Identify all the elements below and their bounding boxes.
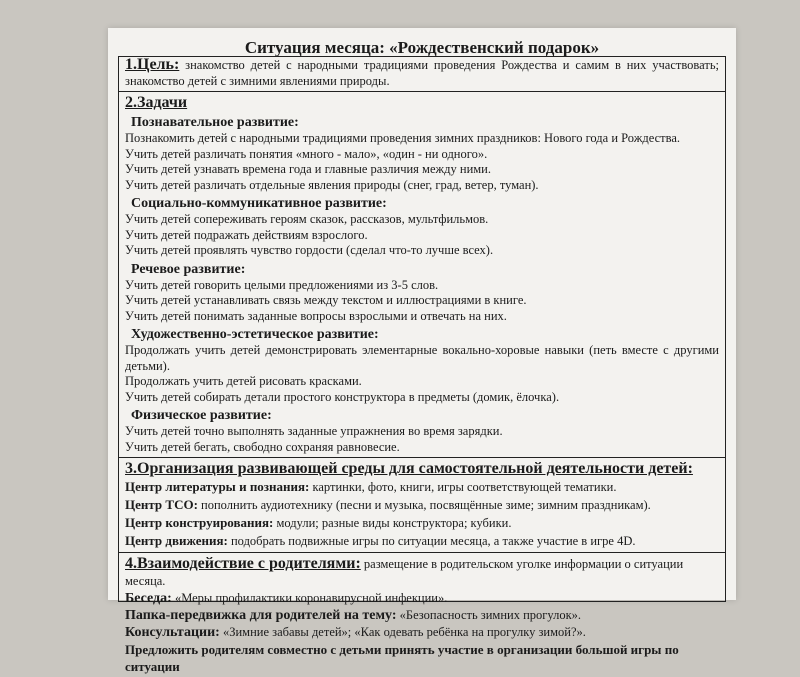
parents-paragraph — [125, 555, 719, 590]
task-line: Учить детей собирать детали простого конструктора в предметы (домик, ёлочка). — [125, 389, 560, 404]
task-group-title: Социально-коммуникативное развитие: — [131, 196, 387, 211]
task-group-title: Познавательное развитие: — [131, 115, 299, 130]
section-goal — [119, 56, 725, 91]
center-text: картинки, фото, книги, игры соответствующей тематики. — [309, 480, 617, 494]
goal-heading: 1.Цель: — [125, 56, 180, 73]
tasks-heading: 2.Задачи — [125, 94, 188, 111]
center-text: модули; разные виды конструктора; кубики. — [273, 516, 512, 530]
task-group-title: Художественно-эстетическое развитие: — [131, 327, 379, 342]
center-text: подобрать подвижные игры по ситуации месяца, а также участие в игре 4D. — [227, 534, 636, 548]
task-line: Учить детей устанавливать связь между текстом и иллюстрациями в книге. — [125, 293, 527, 307]
task-line: Продолжать учить детей рисовать красками. — [125, 374, 362, 388]
task-group-artistic — [125, 326, 719, 405]
task-group-title: Физическое развитие: — [131, 408, 272, 423]
environment-heading: 3.Организация развивающей среды для самостоятельной деятельности детей: — [125, 460, 693, 477]
center-row — [125, 514, 719, 532]
section-parents — [119, 552, 725, 677]
center-label: Центр литературы и познания: — [125, 479, 310, 494]
task-line: Учить детей бегать, свободно сохраняя равновесие. — [125, 439, 400, 454]
parents-heading: 4.Взаимодействие с родителями: — [125, 555, 361, 572]
parents-item — [125, 624, 719, 641]
task-line: Учить детей понимать заданные вопросы взрослыми и отвечать на них. — [125, 308, 507, 323]
task-group-speech — [125, 261, 719, 325]
task-line: Познакомить детей с народными традициями проведения зимних праздников: Нового года и Рождества. — [125, 131, 680, 145]
parents-item-text: «Безопасность зимних прогулок». — [396, 608, 582, 622]
task-line: Учить детей различать понятия «много - мало», «один - ни одного». — [125, 146, 488, 161]
center-row — [125, 532, 719, 550]
task-line: Учить детей различать отдельные явления природы (снег, град, ветер, туман). — [125, 177, 539, 192]
parents-item-label: Консультации: — [125, 625, 220, 640]
section-environment — [119, 457, 725, 552]
parents-item-label: Папка-передвижка для родителей на тему: — [125, 608, 397, 623]
task-group-title: Речевое развитие: — [131, 261, 246, 277]
parents-item-text: «Зимние забавы детей»; «Как одевать ребёнка на прогулку зимой?». — [219, 625, 586, 639]
section-tasks — [119, 91, 725, 457]
parents-last-line: Предложить родителям совместно с детьми принять участие в организации большой игры по ситуации — [125, 642, 679, 674]
parents-item-label: Беседа: — [125, 591, 172, 606]
parents-item-text: «Меры профилактики коронавирусной инфекции». — [171, 591, 448, 605]
center-row — [125, 496, 719, 514]
goal-paragraph — [125, 57, 719, 89]
center-row — [125, 478, 719, 496]
goal-text: знакомство детей с народными традициями проведения Рождества и самим в них участвовать; знакомство детей с зимними явлениями природы. — [125, 58, 719, 88]
document-table — [118, 56, 726, 674]
task-line: Продолжать учить детей демонстрировать элементарные вокально-хоровые навыки (петь вместе с другими детьми). — [125, 343, 719, 373]
task-line: Учить детей узнавать времена года и главные различия между ними. — [125, 162, 491, 176]
center-text: пополнить аудиотехнику (песни и музыка, посвящённые зиме; зимним праздникам). — [197, 498, 651, 512]
task-group-cognitive — [125, 114, 719, 193]
document-page — [108, 28, 736, 674]
document-title: Ситуация месяца: «Рождественский подарок» — [244, 38, 600, 57]
parents-text: размещение в родительском уголке информации о ситуации месяца. — [125, 557, 684, 588]
task-line: Учить детей говорить целыми предложениями из 3-5 слов. — [125, 277, 439, 292]
center-label: Центр конструирования: — [125, 515, 274, 530]
task-group-social — [125, 195, 719, 259]
task-line: Учить детей проявлять чувство гордости (сделал что-то лучше всех). — [125, 243, 494, 257]
parents-item — [125, 607, 719, 624]
task-group-physical — [125, 407, 719, 455]
parents-item — [125, 590, 719, 607]
task-line: Учить детей подражать действиям взрослого. — [125, 227, 368, 242]
center-label: Центр движения: — [125, 533, 228, 548]
center-label: Центр ТСО: — [125, 497, 198, 512]
task-line: Учить детей сопереживать героям сказок, рассказов, мультфильмов. — [125, 212, 489, 226]
task-line: Учить детей точно выполнять заданные упражнения во время зарядки. — [125, 424, 503, 438]
